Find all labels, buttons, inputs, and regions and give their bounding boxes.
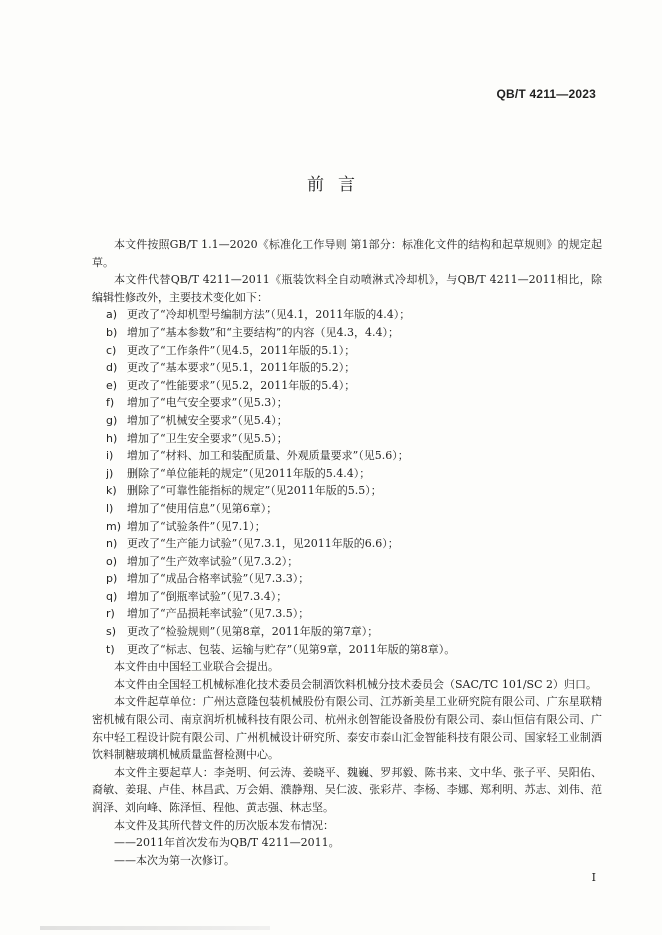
- list-marker: f): [106, 396, 115, 410]
- list-item: [106, 623, 602, 641]
- list-item: [106, 535, 602, 553]
- list-item: [106, 430, 602, 448]
- list-item-text: 增加了“产品损耗率试验”（见7.3.5）；: [127, 607, 310, 621]
- history-item: ——2011年首次发布为QB/T 4211—2011。: [114, 836, 340, 850]
- list-item-text: 删除了“单位能耗的规定”（见2011年版的5.4.4）；: [127, 466, 371, 480]
- list-marker: i): [106, 449, 114, 463]
- list-marker: d): [106, 361, 118, 375]
- list-item: [106, 359, 602, 377]
- list-item: [106, 482, 602, 500]
- intro-paragraph: 本文件代替QB/T 4211—2011《瓶装饮料全自动喷淋式冷却机》，与QB/T 4211—2011相比，除编辑性修改外，主要技术变化如下：: [92, 273, 602, 304]
- list-item: [106, 342, 602, 360]
- list-item: [106, 447, 602, 465]
- list-item-text: 增加了“机械安全要求”（见5.4）；: [127, 413, 288, 427]
- drafters: 本文件主要起草人：李尧明、何云涛、姜晓平、魏巍、罗邦毅、陈书来、文中华、张子平、吴阳佑、裔敏、姜琨、卢佳、林昌武、万会娟、濮静翔、吴仁波、张彩芹、李杨、李娜、郑利明、苏志、刘伟、范润泽、刘向峰、陈泽恒、程他、黄志强、林志坚。: [92, 765, 602, 814]
- list-item-text: 更改了“生产能力试验”（见7.3.1，见2011年版的6.6）；: [127, 537, 399, 551]
- list-item: [106, 306, 602, 324]
- list-marker: b): [106, 325, 118, 339]
- list-marker: j): [106, 466, 114, 480]
- list-item: [106, 641, 602, 659]
- list-item-text: 增加了“卫生安全要求”（见5.5）；: [127, 431, 288, 445]
- list-item-text: 增加了“试验条件”（见7.1）；: [127, 519, 266, 533]
- technical-changes-list: [92, 306, 602, 658]
- list-marker: n): [106, 537, 118, 551]
- list-item-text: 增加了“电气安全要求”（见5.3）；: [127, 396, 288, 410]
- list-marker: a): [106, 308, 118, 322]
- list-item: [106, 553, 602, 571]
- committee-statement: 本文件由全国轻工机械标准化技术委员会制酒饮料机械分技术委员会（SAC/TC 101/SC 2）归口。: [114, 677, 597, 691]
- list-item-text: 增加了“使用信息”（见第6章）；: [127, 501, 278, 515]
- list-item: [106, 500, 602, 518]
- intro-paragraph: 本文件按照GB/T 1.1—2020《标准化工作导则 第1部分：标准化文件的结构和起草规则》的规定起草。: [92, 238, 602, 269]
- list-marker: q): [106, 589, 118, 603]
- drafting-units: 本文件起草单位：广州达意隆包装机械股份有限公司、江苏新美星工业研究院有限公司、广东星联精密机械有限公司、南京润圻机械科技有限公司、杭州永创智能设备股份有限公司、泰山恒信有限公司、广东中轻工程设计院有限公司、广州机械设计研究所、泰安市泰山汇金智能科技有限公司、国家轻工业制酒饮料制糖玻璃机械质量监督检测中心。: [92, 695, 602, 762]
- standard-code: QB/T 4211—2023: [496, 87, 596, 101]
- list-item-text: 删除了“可靠性能指标的规定”（见2011年版的5.5）；: [127, 484, 382, 498]
- scan-shadow-decoration: [40, 926, 270, 930]
- list-item: [106, 324, 602, 342]
- list-marker: r): [106, 607, 115, 621]
- history-item: ——本次为第一次修订。: [114, 853, 235, 867]
- foreword-body: [92, 236, 602, 869]
- list-item-text: 增加了“基本参数”和“主要结构”的内容（见4.3，4.4）；: [127, 325, 399, 339]
- page-title: 前言: [307, 175, 369, 195]
- list-item: [106, 394, 602, 412]
- list-item: [106, 412, 602, 430]
- list-marker: m): [106, 519, 122, 533]
- list-item-text: 更改了“性能要求”（见5.2，2011年版的5.4）；: [127, 378, 356, 392]
- list-marker: g): [106, 413, 118, 427]
- list-item-text: 更改了“标志、包装、运输与贮存”（见第9章，2011年版的第8章）。: [127, 642, 456, 656]
- list-item-text: 更改了“工作条件”（见4.5，2011年版的5.1）；: [127, 343, 356, 357]
- list-item-text: 增加了“生产效率试验”（见7.3.2）；: [127, 554, 299, 568]
- list-item: [106, 570, 602, 588]
- list-item-text: 更改了“基本要求”（见5.1，2011年版的5.2）；: [127, 361, 356, 375]
- list-item: [106, 377, 602, 395]
- proposer-statement: 本文件由中国轻工业联合会提出。: [114, 660, 279, 674]
- list-item-text: 增加了“倒瓶率试验”（见7.3.4）；: [127, 589, 288, 603]
- list-marker: l): [106, 501, 114, 515]
- list-item-text: 增加了“材料、加工和装配质量、外观质量要求”（见5.6）；: [127, 449, 409, 463]
- list-marker: s): [106, 625, 117, 639]
- list-marker: h): [106, 431, 118, 445]
- list-item: [106, 605, 602, 623]
- list-item: [106, 518, 602, 536]
- list-item: [106, 588, 602, 606]
- list-marker: o): [106, 554, 118, 568]
- list-item-text: 增加了“成品合格率试验”（见7.3.3）；: [127, 572, 310, 586]
- history-heading: 本文件及其所代替文件的历次版本发布情况：: [114, 818, 334, 832]
- page-number: I: [591, 871, 596, 884]
- list-marker: e): [106, 378, 118, 392]
- list-item-text: 更改了“检验规则”（见第8章，2011年版的第7章）；: [127, 625, 379, 639]
- list-marker: t): [106, 642, 115, 656]
- list-marker: k): [106, 484, 117, 498]
- list-marker: p): [106, 572, 118, 586]
- list-item: [106, 465, 602, 483]
- list-item-text: 更改了“冷却机型号编制方法”（见4.1，2011年版的4.4）；: [127, 308, 411, 322]
- list-marker: c): [106, 343, 117, 357]
